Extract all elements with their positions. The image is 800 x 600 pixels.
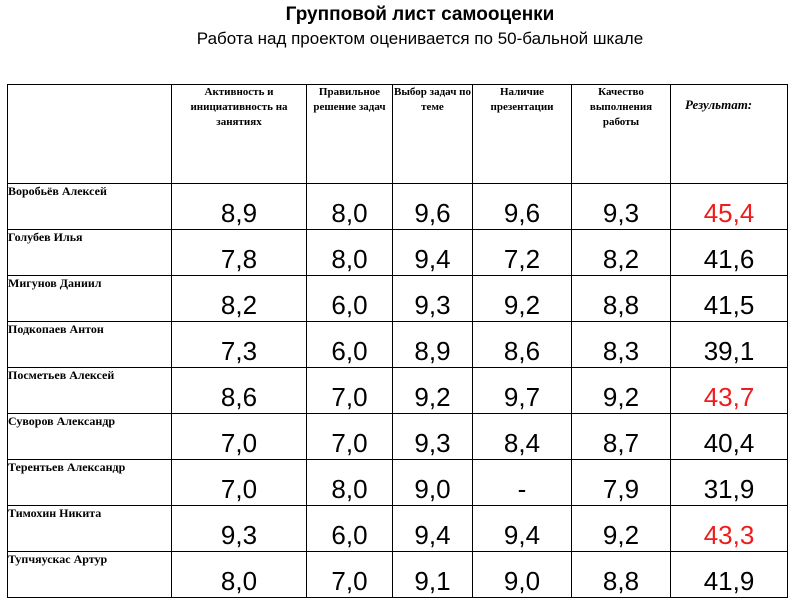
score-activity: 7,8 [172,230,307,276]
self-assessment-table [7,84,788,598]
score-work-quality: 9,2 [572,506,671,552]
score-work-quality: 9,3 [572,184,671,230]
score-task-choice: 9,1 [393,552,473,598]
score-activity: 9,3 [172,506,307,552]
table-row [8,460,788,506]
result-score: 31,9 [671,460,788,506]
column-header-task-choice: Выбор задач по теме [393,85,473,184]
score-activity: 8,0 [172,552,307,598]
score-activity: 7,0 [172,414,307,460]
score-presentation: 9,0 [473,552,572,598]
table-row [8,552,788,598]
score-correct-solving: 6,0 [307,322,393,368]
score-activity: 8,9 [172,184,307,230]
score-task-choice: 9,2 [393,368,473,414]
score-task-choice: 9,0 [393,460,473,506]
score-activity: 7,3 [172,322,307,368]
score-presentation: 7,2 [473,230,572,276]
score-activity: 8,6 [172,368,307,414]
student-name: Тимохин Никита [8,506,172,552]
student-name: Тупчяускас Артур [8,552,172,598]
result-score: 41,9 [671,552,788,598]
score-presentation: 9,7 [473,368,572,414]
table-row [8,322,788,368]
student-name: Терентьев Александр [8,460,172,506]
result-score: 43,3 [671,506,788,552]
score-work-quality: 8,2 [572,230,671,276]
score-task-choice: 9,6 [393,184,473,230]
score-presentation: 9,6 [473,184,572,230]
score-presentation: 8,4 [473,414,572,460]
page-title: Групповой лист самооценки [285,4,555,25]
score-correct-solving: 7,0 [307,414,393,460]
table-header-row [8,85,788,184]
student-name: Суворов Александр [8,414,172,460]
score-work-quality: 7,9 [572,460,671,506]
score-correct-solving: 8,0 [307,460,393,506]
column-header-activity: Активность и инициативность на занятиях [172,85,307,184]
score-activity: 7,0 [172,460,307,506]
column-header-name [8,85,172,184]
result-score: 40,4 [671,414,788,460]
table-row [8,276,788,322]
result-score: 39,1 [671,322,788,368]
table-row [8,368,788,414]
column-header-correct-solving: Правильное решение задач [307,85,393,184]
score-task-choice: 8,9 [393,322,473,368]
result-score: 43,7 [671,368,788,414]
score-work-quality: 8,7 [572,414,671,460]
score-task-choice: 9,3 [393,276,473,322]
score-activity: 8,2 [172,276,307,322]
table-row [8,414,788,460]
score-task-choice: 9,4 [393,230,473,276]
score-correct-solving: 8,0 [307,230,393,276]
score-presentation: 9,4 [473,506,572,552]
student-name: Посметьев Алексей [8,368,172,414]
result-score: 41,6 [671,230,788,276]
student-name: Воробьёв Алексей [8,184,172,230]
column-header-work-quality: Качество выполнения работы [572,85,671,184]
student-name: Подкопаев Антон [8,322,172,368]
table-row [8,506,788,552]
score-work-quality: 8,3 [572,322,671,368]
table-body [8,184,788,598]
score-task-choice: 9,3 [393,414,473,460]
table-row [8,184,788,230]
score-correct-solving: 7,0 [307,552,393,598]
student-name: Мигунов Даниил [8,276,172,322]
title-block [0,4,800,49]
score-correct-solving: 6,0 [307,506,393,552]
student-name: Голубев Илья [8,230,172,276]
column-header-presentation: Наличие презентации [473,85,572,184]
score-task-choice: 9,4 [393,506,473,552]
score-presentation: 9,2 [473,276,572,322]
result-score: 41,5 [671,276,788,322]
column-header-result: Результат: [671,85,788,184]
table-row [8,230,788,276]
score-correct-solving: 6,0 [307,276,393,322]
score-work-quality: 8,8 [572,276,671,322]
score-correct-solving: 7,0 [307,368,393,414]
score-work-quality: 8,8 [572,552,671,598]
score-correct-solving: 8,0 [307,184,393,230]
score-presentation: - [473,460,572,506]
score-presentation: 8,6 [473,322,572,368]
page-subtitle: Работа над проектом оценивается по 50-бальной шкале [196,29,644,48]
score-work-quality: 9,2 [572,368,671,414]
result-score: 45,4 [671,184,788,230]
